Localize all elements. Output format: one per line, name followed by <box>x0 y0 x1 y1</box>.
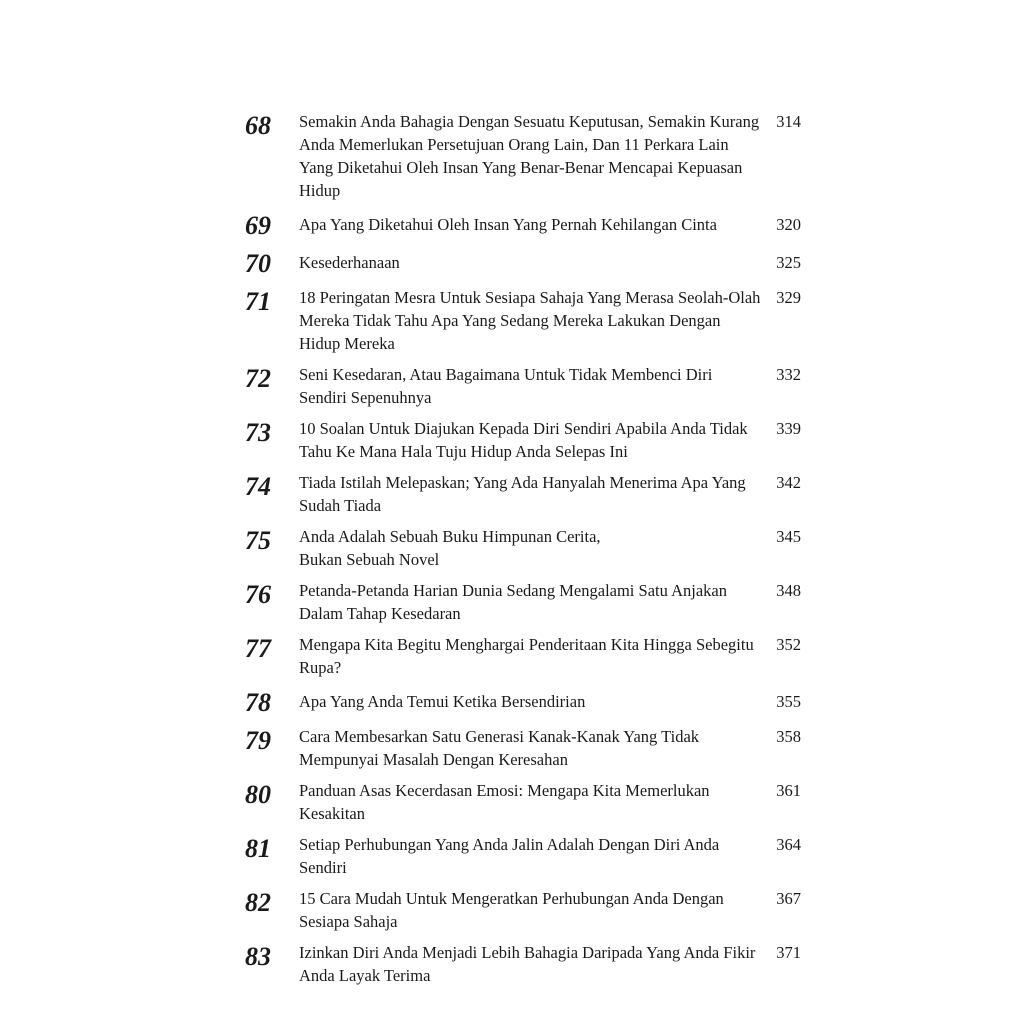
chapter-number: 78 <box>245 688 271 717</box>
chapter-title: Apa Yang Anda Temui Ketika Bersendirian <box>299 692 586 711</box>
chapter-title: Kesederhanaan <box>299 253 400 272</box>
chapter-title: Petanda-Petanda Harian Dunia Sedang Mengalami Satu Anjakan Dalam Tahap Kesedaran <box>299 581 727 623</box>
chapter-title: Panduan Asas Kecerdasan Emosi: Mengapa Kita Memerlukan Kesakitan <box>299 781 710 823</box>
chapter-number: 81 <box>245 834 271 863</box>
toc-entry-72[interactable] <box>245 363 805 409</box>
chapter-number: 75 <box>245 526 271 555</box>
chapter-number: 70 <box>245 249 271 278</box>
chapter-title: Seni Kesedaran, Atau Bagaimana Untuk Tidak Membenci Diri Sendiri Sepenuhnya <box>299 365 713 407</box>
page-number: 339 <box>776 419 801 438</box>
chapter-title: Cara Membesarkan Satu Generasi Kanak-Kanak Yang Tidak Mempunyai Masalah Dengan Keresahan <box>299 727 700 769</box>
chapter-title: 10 Soalan Untuk Diajukan Kepada Diri Sendiri Apabila Anda Tidak Tahu Ke Mana Hala Tuju Hidup Anda Selepas Ini <box>299 419 748 461</box>
page-number: 348 <box>776 581 801 600</box>
chapter-number: 72 <box>245 364 271 393</box>
toc-entry-70[interactable] <box>245 248 805 278</box>
page-number: 342 <box>776 473 801 492</box>
page-number: 367 <box>776 889 801 908</box>
chapter-title: 15 Cara Mudah Untuk Mengeratkan Perhubungan Anda Dengan Sesiapa Sahaja <box>299 889 724 931</box>
page-number: 345 <box>776 527 801 546</box>
page-number: 352 <box>776 635 801 654</box>
chapter-title: Izinkan Diri Anda Menjadi Lebih Bahagia Daripada Yang Anda Fikir Anda Layak Terima <box>299 943 756 985</box>
chapter-number: 83 <box>245 942 271 971</box>
chapter-number: 69 <box>245 211 271 240</box>
chapter-number: 77 <box>245 634 271 663</box>
page-number: 320 <box>776 215 801 234</box>
toc-entry-74[interactable] <box>245 471 805 517</box>
chapter-number: 68 <box>245 111 271 140</box>
toc-entry-83[interactable] <box>245 941 805 987</box>
toc-entry-76[interactable] <box>245 579 805 625</box>
toc-entry-80[interactable] <box>245 779 805 825</box>
toc-entry-71[interactable] <box>245 286 805 355</box>
page-number: 325 <box>776 253 801 272</box>
toc-entry-73[interactable] <box>245 417 805 463</box>
chapter-title: Semakin Anda Bahagia Dengan Sesuatu Keputusan, Semakin Kurang Anda Memerlukan Persetujuan Orang Lain, Dan 11 Perkara Lain Yang Diketahui Oleh Insan Yang Benar-Benar Mencapai Kepuasan Hidup <box>299 112 760 200</box>
toc-entry-82[interactable] <box>245 887 805 933</box>
chapter-title: Mengapa Kita Begitu Menghargai Penderitaan Kita Hingga Sebegitu Rupa? <box>299 635 754 677</box>
toc-entry-69[interactable] <box>245 210 805 240</box>
chapter-number: 79 <box>245 726 271 755</box>
toc-entry-79[interactable] <box>245 725 805 771</box>
page-number: 364 <box>776 835 801 854</box>
chapter-number: 76 <box>245 580 271 609</box>
toc-entry-75[interactable] <box>245 525 805 571</box>
table-of-contents <box>245 110 805 995</box>
page-number: 371 <box>776 943 801 962</box>
chapter-number: 71 <box>245 287 271 316</box>
toc-entry-81[interactable] <box>245 833 805 879</box>
chapter-number: 80 <box>245 780 271 809</box>
chapter-number: 74 <box>245 472 271 501</box>
chapter-number: 73 <box>245 418 271 447</box>
page-number: 332 <box>776 365 801 384</box>
chapter-title: Tiada Istilah Melepaskan; Yang Ada Hanyalah Menerima Apa Yang Sudah Tiada <box>299 473 746 515</box>
toc-entry-78[interactable] <box>245 687 805 717</box>
toc-entry-68[interactable] <box>245 110 805 202</box>
page-number: 329 <box>776 288 801 307</box>
page-number: 361 <box>776 781 801 800</box>
chapter-number: 82 <box>245 888 271 917</box>
page-number: 355 <box>776 692 801 711</box>
toc-entry-77[interactable] <box>245 633 805 679</box>
page-number: 358 <box>776 727 801 746</box>
page-number: 314 <box>776 112 801 131</box>
chapter-title: Apa Yang Diketahui Oleh Insan Yang Pernah Kehilangan Cinta <box>299 215 717 234</box>
chapter-title: Anda Adalah Sebuah Buku Himpunan Cerita, Bukan Sebuah Novel <box>299 527 601 569</box>
chapter-title: 18 Peringatan Mesra Untuk Sesiapa Sahaja Yang Merasa Seolah-Olah Mereka Tidak Tahu Apa Yang Sedang Mereka Lakukan Dengan Hidup Mereka <box>299 288 761 353</box>
chapter-title: Setiap Perhubungan Yang Anda Jalin Adalah Dengan Diri Anda Sendiri <box>299 835 720 877</box>
